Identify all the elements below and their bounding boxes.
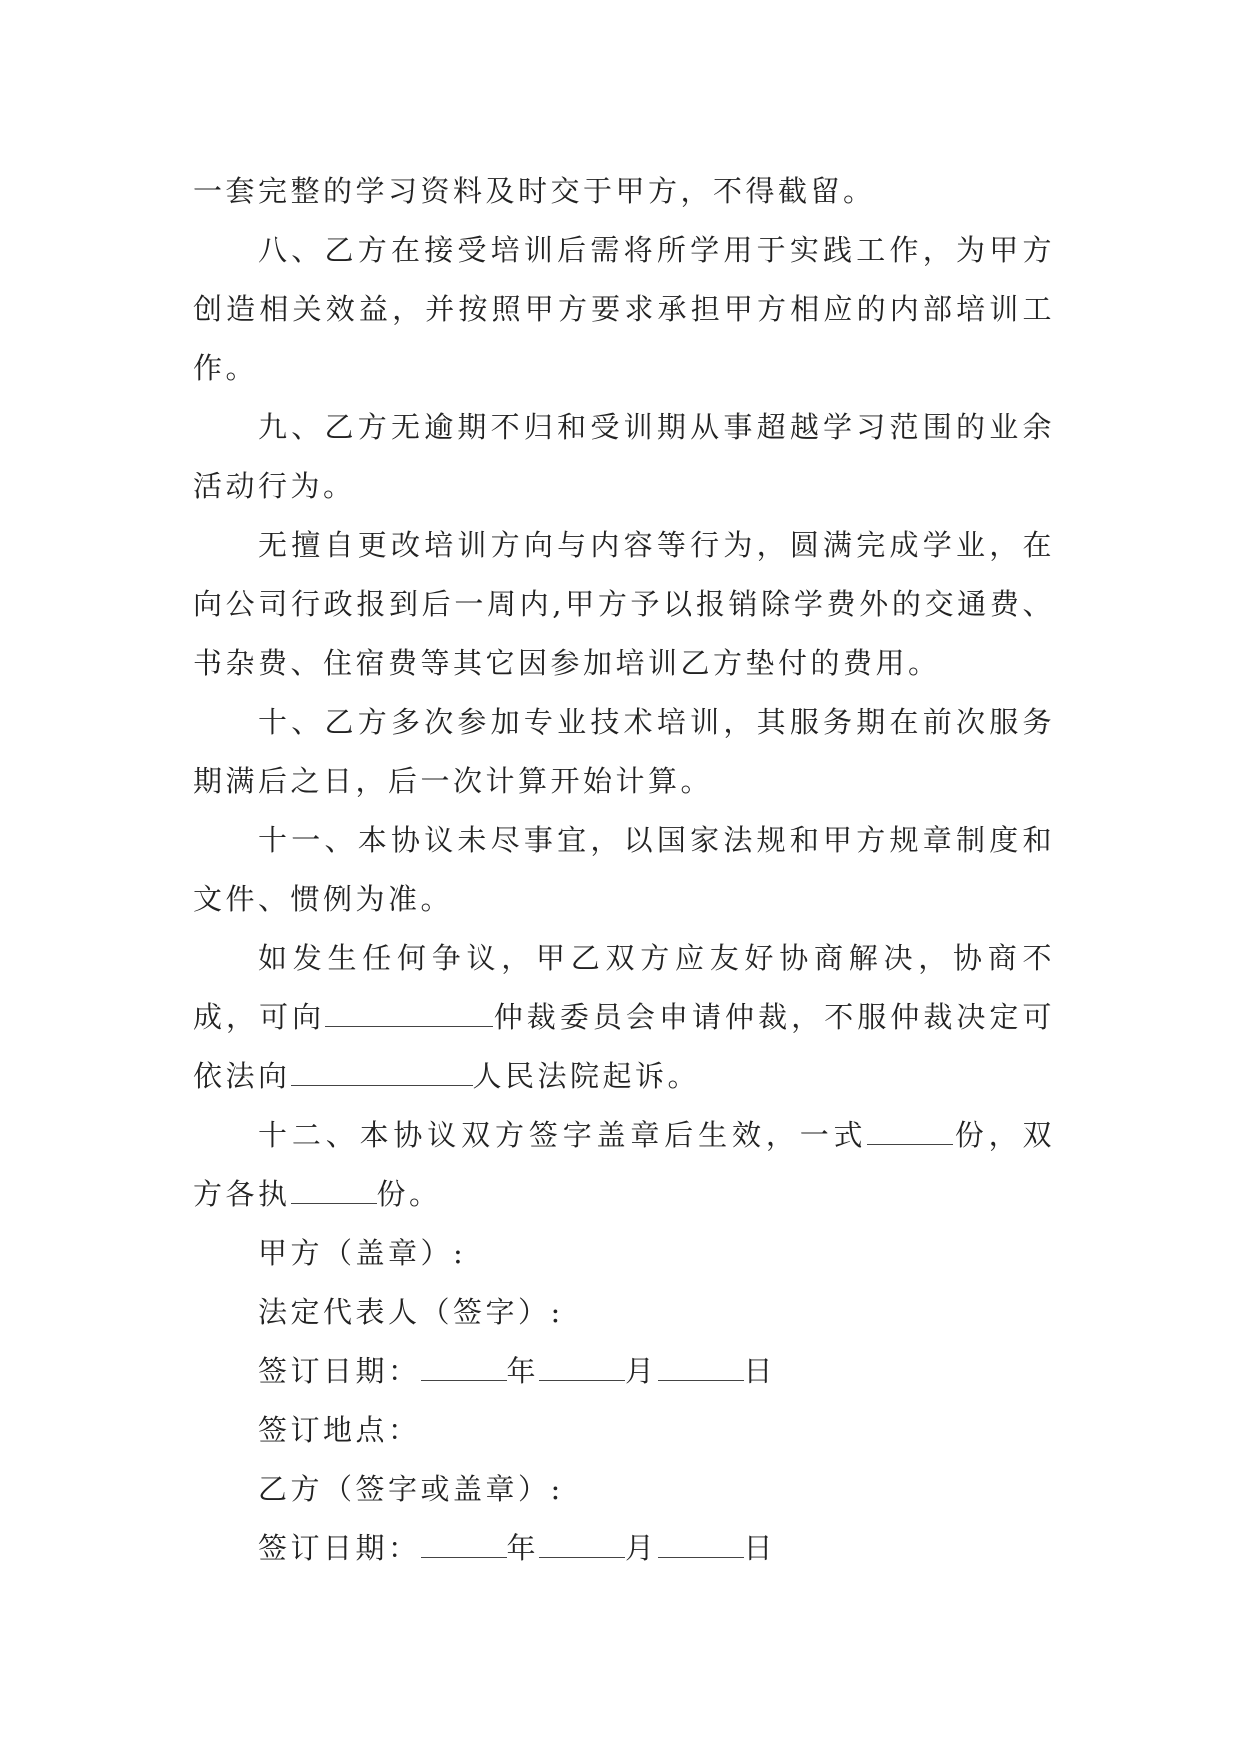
copies-text-2: 份，双方各执 <box>193 1118 1055 1211</box>
sign-place-label: 签订地点： <box>258 1413 421 1447</box>
day-label: 日 <box>743 1354 777 1388</box>
paragraph-clause-9: 九、乙方无逾期不归和受训期从事超越学习范围的业余活动行为。 <box>193 410 1055 503</box>
day-label: 日 <box>743 1531 777 1565</box>
sign-date-label: 签订日期： <box>258 1531 421 1565</box>
day-blank <box>658 1354 744 1381</box>
copies-text-1: 十二、本协议双方签字盖章后生效，一式 <box>258 1118 868 1152</box>
document-page <box>193 162 1055 1578</box>
dispute-text-3: 人民法院起诉。 <box>472 1059 701 1093</box>
sign-date-line-b <box>193 1519 1055 1578</box>
year-label: 年 <box>506 1354 540 1388</box>
paragraph-clause-10: 十、乙方多次参加专业技术培训，其服务期在前次服务期满后之日，后一次计算开始计算。 <box>193 705 1055 798</box>
party-a-seal-label: 甲方（盖章）: <box>258 1236 467 1270</box>
each-copies-blank <box>291 1177 377 1204</box>
legal-representative-label: 法定代表人（签字）: <box>258 1295 564 1329</box>
court-blank <box>291 1059 473 1086</box>
month-blank <box>539 1354 625 1381</box>
dispute-text-1: 如发生任何争议，甲乙双方应友好协商解决，协商不成，可向 <box>193 941 1055 1034</box>
month-label: 月 <box>625 1531 658 1565</box>
year-blank <box>421 1531 507 1558</box>
month-label: 月 <box>625 1354 658 1388</box>
day-blank <box>658 1531 744 1558</box>
year-blank <box>421 1354 507 1381</box>
sign-date-line-a <box>193 1342 1055 1401</box>
month-blank <box>539 1531 625 1558</box>
dispute-text-2: 仲裁委员会申请仲裁，不服仲裁决定可依法向 <box>193 1000 1055 1093</box>
paragraph-clause-9-continued: 无擅自更改培训方向与内容等行为，圆满完成学业，在向公司行政报到后一周内,甲方予以报销除学费外的交通费、书杂费、住宿费等其它因参加培训乙方垫付的费用。 <box>193 528 1055 680</box>
paragraph-continuation: 一套完整的学习资料及时交于甲方，不得截留。 <box>193 174 876 208</box>
paragraph-clause-8: 八、乙方在接受培训后需将所学用于实践工作，为甲方创造相关效益，并按照甲方要求承担甲方相应的内部培训工作。 <box>193 233 1055 385</box>
sign-date-label: 签订日期： <box>258 1354 421 1388</box>
party-b-signature-label: 乙方（签字或盖章）: <box>258 1472 564 1506</box>
year-label: 年 <box>506 1531 540 1565</box>
paragraph-clause-12 <box>193 1106 1055 1224</box>
paragraph-clause-11: 十一、本协议未尽事宜，以国家法规和甲方规章制度和文件、惯例为准。 <box>193 823 1055 916</box>
total-copies-blank <box>867 1118 953 1145</box>
copies-text-3: 份。 <box>376 1177 442 1211</box>
arbitration-committee-blank <box>325 1000 493 1027</box>
paragraph-dispute <box>193 929 1055 1106</box>
